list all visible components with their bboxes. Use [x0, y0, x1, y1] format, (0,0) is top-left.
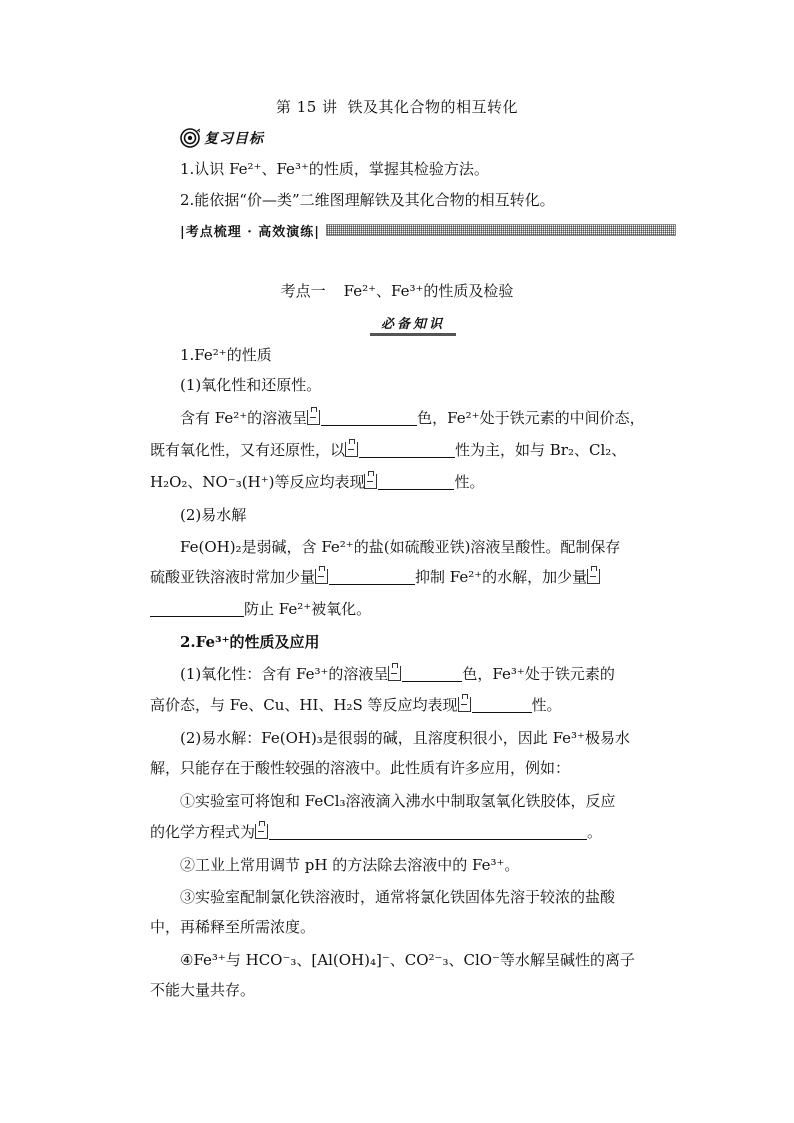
paragraph-line: 不能大量共存。 — [150, 981, 256, 999]
text-segment: 。 — [587, 823, 603, 841]
review-goals-header — [180, 128, 264, 148]
answer-blank[interactable] — [402, 663, 462, 682]
answer-blank[interactable] — [378, 471, 454, 490]
answer-marker-icon — [345, 442, 358, 457]
text-segment: 硫酸亚铁溶液时常加少量 — [150, 568, 316, 586]
text-segment: 高价态，与 Fe、Cu、HI、H₂S 等反应均表现 — [150, 696, 458, 714]
section-banner — [180, 221, 676, 239]
answer-blank[interactable] — [329, 566, 415, 585]
lesson-number: 第 15 讲 — [275, 98, 338, 116]
answer-marker-icon — [315, 569, 328, 584]
answer-blank[interactable] — [472, 694, 532, 713]
paragraph-line: (2)易水解 — [180, 506, 247, 524]
answer-blank[interactable] — [321, 407, 417, 426]
text-segment: 色，Fe²⁺处于铁元素的中间价态， — [417, 409, 645, 427]
paragraph-line: Fe(OH)₂是弱碱，含 Fe²⁺的盐(如硫酸亚铁)溶液呈酸性。配制保存 — [180, 538, 621, 556]
paragraph-line: (1)氧化性和还原性。 — [180, 376, 322, 394]
text-segment: 防止 Fe²⁺被氧化。 — [244, 600, 372, 618]
text-segment: 既有氧化性，又有还原性，以 — [150, 441, 346, 459]
banner-label: |考点梳理 · 高效演练| — [180, 224, 321, 240]
review-goals-label: 复习目标 — [204, 131, 264, 147]
paragraph-line — [180, 659, 675, 689]
answer-marker-icon — [307, 410, 320, 425]
text-segment: 的化学方程式为 — [150, 823, 256, 841]
section-title-text: Fe²⁺、Fe³⁺的性质及检验 — [343, 282, 514, 300]
text-segment: 性为主，如与 Br₂、Cl₂、 — [455, 441, 627, 459]
text-segment: 性。 — [531, 696, 562, 714]
lesson-title: 铁及其化合物的相互转化 — [347, 98, 519, 116]
answer-marker-icon — [364, 474, 377, 489]
paragraph-line: ①实验室可将饱和 FeCl₃溶液滴入沸水中制取氢氧化铁胶体，反应 — [180, 792, 616, 810]
subheading: 2.Fe³⁺的性质及应用 — [180, 633, 320, 651]
text-segment: 色，Fe³⁺处于铁元素的 — [462, 665, 615, 683]
must-know-underline — [370, 333, 456, 336]
answer-blank[interactable] — [269, 821, 587, 840]
text-segment: H₂O₂、NO⁻₃(H⁺)等反应均表现 — [150, 473, 365, 491]
paragraph-line: 中，再稀释至所需浓度。 — [150, 918, 316, 936]
answer-marker-icon — [587, 569, 600, 584]
page-title — [0, 96, 794, 117]
paragraph-line: ②工业上常用调节 pH 的方法除去溶液中的 Fe³⁺。 — [180, 856, 520, 874]
text-segment: 抑制 Fe²⁺的水解，加少量 — [415, 568, 588, 586]
answer-marker-icon — [388, 666, 401, 681]
banner-pattern — [326, 224, 676, 236]
text-segment: 含有 Fe²⁺的溶液呈 — [180, 409, 308, 427]
paragraph-line — [150, 435, 645, 465]
paragraph-line — [150, 467, 645, 497]
section-label: 考点一 — [280, 282, 326, 300]
answer-marker-icon — [255, 824, 268, 839]
goal-item: 2.能依据“价—类”二维图理解铁及其化合物的相互转化。 — [180, 191, 555, 209]
target-icon — [180, 128, 200, 148]
paragraph-line — [180, 403, 675, 433]
text-segment: 性。 — [454, 473, 485, 491]
paragraph-line — [150, 562, 645, 592]
paragraph-line — [150, 690, 645, 720]
subheading: 1.Fe²⁺的性质 — [180, 346, 272, 364]
paragraph-line — [150, 817, 645, 847]
paragraph-line — [150, 594, 645, 624]
paragraph-line: ③实验室配制氯化铁溶液时，通常将氯化铁固体先溶于较浓的盐酸 — [180, 888, 616, 906]
answer-blank[interactable] — [359, 439, 455, 458]
answer-marker-icon — [458, 697, 471, 712]
paragraph-line: (2)易水解：Fe(OH)₃是很弱的碱，且溶度积很小，因此 Fe³⁺极易水 — [180, 729, 630, 747]
must-know-heading: 必备知识 — [380, 317, 445, 332]
text-segment: (1)氧化性：含有 Fe³⁺的溶液呈 — [180, 665, 389, 683]
answer-blank[interactable] — [150, 598, 244, 617]
paragraph-line: ④Fe³⁺与 HCO⁻₃、[Al(OH)₄]⁻、CO²⁻₃、ClO⁻等水解呈碱性的离子 — [180, 951, 635, 969]
goal-item: 1.认识 Fe²⁺、Fe³⁺的性质，掌握其检验方法。 — [180, 160, 489, 178]
section-heading — [0, 280, 794, 301]
paragraph-line: 解，只能存在于酸性较强的溶液中。此性质有许多应用，例如： — [150, 759, 571, 777]
